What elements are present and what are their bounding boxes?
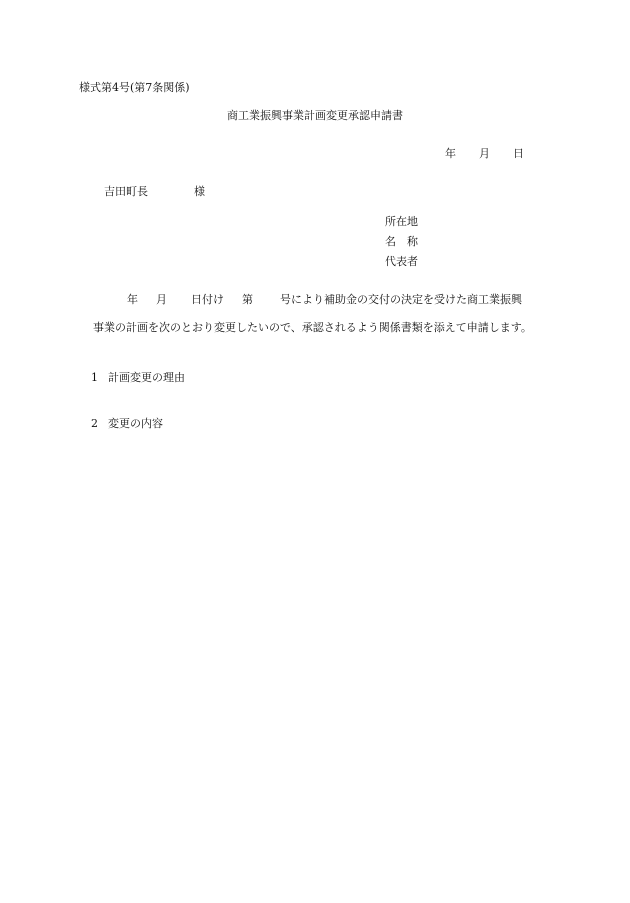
body-dated: 日付け: [191, 293, 224, 306]
body-month: 月: [156, 293, 167, 306]
date-day-label: 日: [513, 147, 524, 160]
applicant-name-label: 名 称: [385, 235, 418, 248]
body-text-line-1: [127, 294, 522, 305]
item-number: 2: [91, 417, 98, 430]
date-year-label: 年: [445, 147, 456, 160]
body-line1-rest: 号により補助金の交付の決定を受けた商工業振興: [280, 293, 522, 306]
applicant-address-label: 所在地: [385, 215, 418, 228]
item-label: 計画変更の理由: [108, 371, 185, 384]
addressee: [104, 186, 205, 197]
body-text-line-2: 事業の計画を次のとおり変更したいので、承認されるよう関係書類を添えて申請します。: [93, 321, 532, 334]
item-label: 変更の内容: [108, 417, 163, 430]
list-item: [91, 372, 185, 383]
body-number-prefix: 第: [242, 293, 253, 306]
date-month-label: 月: [479, 147, 490, 160]
body-year: 年: [127, 293, 138, 306]
list-item: [91, 418, 163, 429]
document-title: 商工業振興事業計画変更承認申請書: [227, 109, 403, 122]
addressee-honorific: 様: [194, 185, 205, 198]
form-number: 様式第4号(第7条関係): [79, 81, 190, 94]
applicant-representative-label: 代表者: [385, 255, 418, 268]
applicant-block: [385, 212, 418, 272]
addressee-name: 吉田町長: [104, 185, 148, 198]
item-number: 1: [91, 371, 98, 384]
date-line: [445, 148, 524, 159]
